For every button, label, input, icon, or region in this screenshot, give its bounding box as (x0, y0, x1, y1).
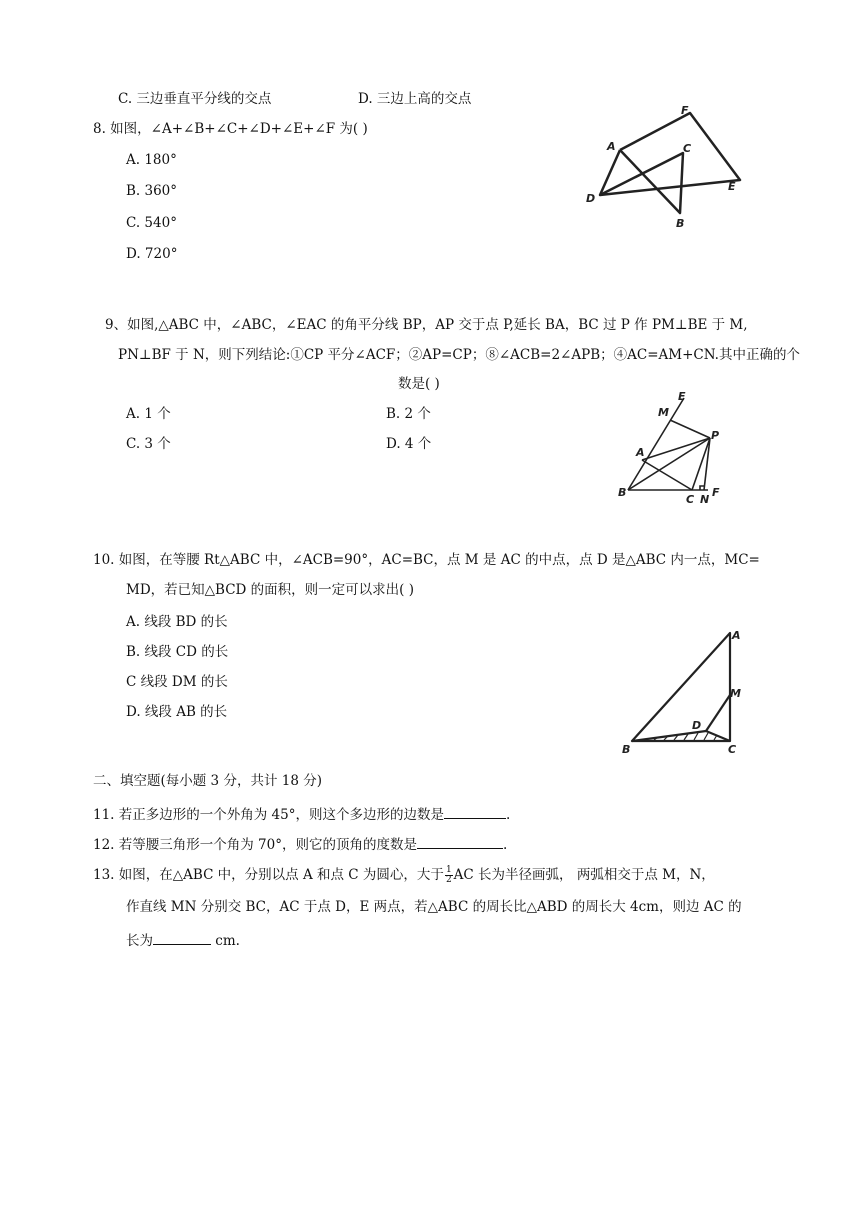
q13-text-pre: 13. 如图，在△ABC 中，分别以点 A 和点 C 为圆心，大于 (93, 867, 444, 883)
q10-label-d: D (692, 719, 702, 732)
q10-label-m: M (730, 687, 741, 700)
q12-line (93, 836, 507, 853)
q13-line3 (126, 932, 240, 949)
q8-stem: 8. 如图，∠A+∠B+∠C+∠D+∠E+∠F 为( ) (93, 121, 368, 137)
q10-stem-line2: MD，若已知△BCD 的面积，则一定可以求出( ) (126, 582, 414, 598)
fraction-numerator: 1 (445, 865, 452, 875)
q9-label-n: N (700, 493, 710, 506)
q10-option-b: B. 线段 CD 的长 (126, 644, 229, 660)
q11-text: 11. 若正多边形的一个外角为 45°，则这个多边形的边数是 (93, 807, 444, 823)
q13-text-post3: cm. (211, 933, 240, 949)
q12-end: . (502, 837, 508, 853)
q10-option-c: C 线段 DM 的长 (126, 674, 228, 690)
q12-text: 12. 若等腰三角形一个角为 70°，则它的顶角的度数是 (93, 837, 417, 853)
section2-title: 二、填空题(每小题 3 分，共计 18 分) (93, 773, 322, 789)
q11-end: . (505, 807, 511, 823)
q9-label-e: E (678, 390, 686, 403)
q8-label-d: D (586, 192, 596, 205)
q9-option-d: D. 4 个 (386, 436, 432, 452)
q8-option-a: A. 180° (126, 152, 177, 168)
q10-label-c: C (728, 743, 737, 756)
q13-answer-blank[interactable] (153, 932, 211, 945)
q8-option-c: C. 540° (126, 215, 177, 231)
q9-figure (612, 390, 722, 508)
q11-line (93, 806, 510, 823)
q9-option-b: B. 2 个 (386, 406, 431, 422)
q10-stem-line1: 10. 如图，在等腰 Rt△ABC 中，∠ACB=90°，AC=BC，点 M 是 AC 的中点，点 D 是△ABC 内一点，MC= (93, 552, 760, 568)
q10-label-a: A (732, 629, 741, 642)
q9-stem-line1: 9、如图,△ABC 中，∠ABC，∠EAC 的角平分线 BP，AP 交于点 P,延长 BA，BC 过 P 作 PM⊥BE 于 M, (105, 317, 748, 333)
q8-option-b: B. 360° (126, 183, 178, 199)
q13-fraction (445, 866, 453, 885)
q9-label-c: C (686, 493, 695, 506)
q8-figure (580, 98, 760, 233)
q11-answer-blank[interactable] (444, 806, 506, 819)
q7-option-d: D. 三边上高的交点 (358, 91, 472, 107)
q8-label-c: C (683, 142, 692, 155)
q7-option-c: C. 三边垂直平分线的交点 (118, 91, 272, 107)
q9-label-b: B (618, 486, 627, 499)
q9-label-f: F (712, 486, 720, 499)
q8-label-b: B (676, 217, 685, 230)
q8-label-f: F (681, 104, 689, 117)
q10-option-a: A. 线段 BD 的长 (126, 614, 228, 630)
q8-label-a: A (607, 140, 616, 153)
q13-line2: 作直线 MN 分别交 BC，AC 于点 D，E 两点，若△ABC 的周长比△ABD 的周长大 4cm，则边 AC 的 (126, 899, 742, 915)
q9-option-c: C. 3 个 (126, 436, 171, 452)
q10-option-d: D. 线段 AB 的长 (126, 704, 228, 720)
fraction-denominator: 2 (445, 875, 452, 885)
q9-label-m: M (658, 406, 669, 419)
q13-text-post: AC 长为半径画弧， 两弧相交于点 M，N， (453, 867, 715, 883)
q13-text-pre3: 长为 (126, 933, 153, 949)
q10-label-b: B (622, 743, 631, 756)
q9-stem-line2: PN⊥BF 于 N，则下列结论:①CP 平分∠ACF；②AP=CP；⑧∠ACB=2∠APB；④AC=AM+CN.其中正确的个 (118, 347, 800, 363)
q9-stem-line3: 数是( ) (398, 376, 440, 392)
q12-answer-blank[interactable] (417, 836, 503, 849)
q8-label-e: E (728, 180, 736, 193)
q10-figure (618, 625, 748, 757)
q9-option-a: A. 1 个 (126, 406, 171, 422)
q9-label-a: A (636, 446, 645, 459)
q13-line1 (93, 866, 715, 885)
q8-option-d: D. 720° (126, 246, 178, 262)
q9-label-p: P (711, 429, 720, 442)
